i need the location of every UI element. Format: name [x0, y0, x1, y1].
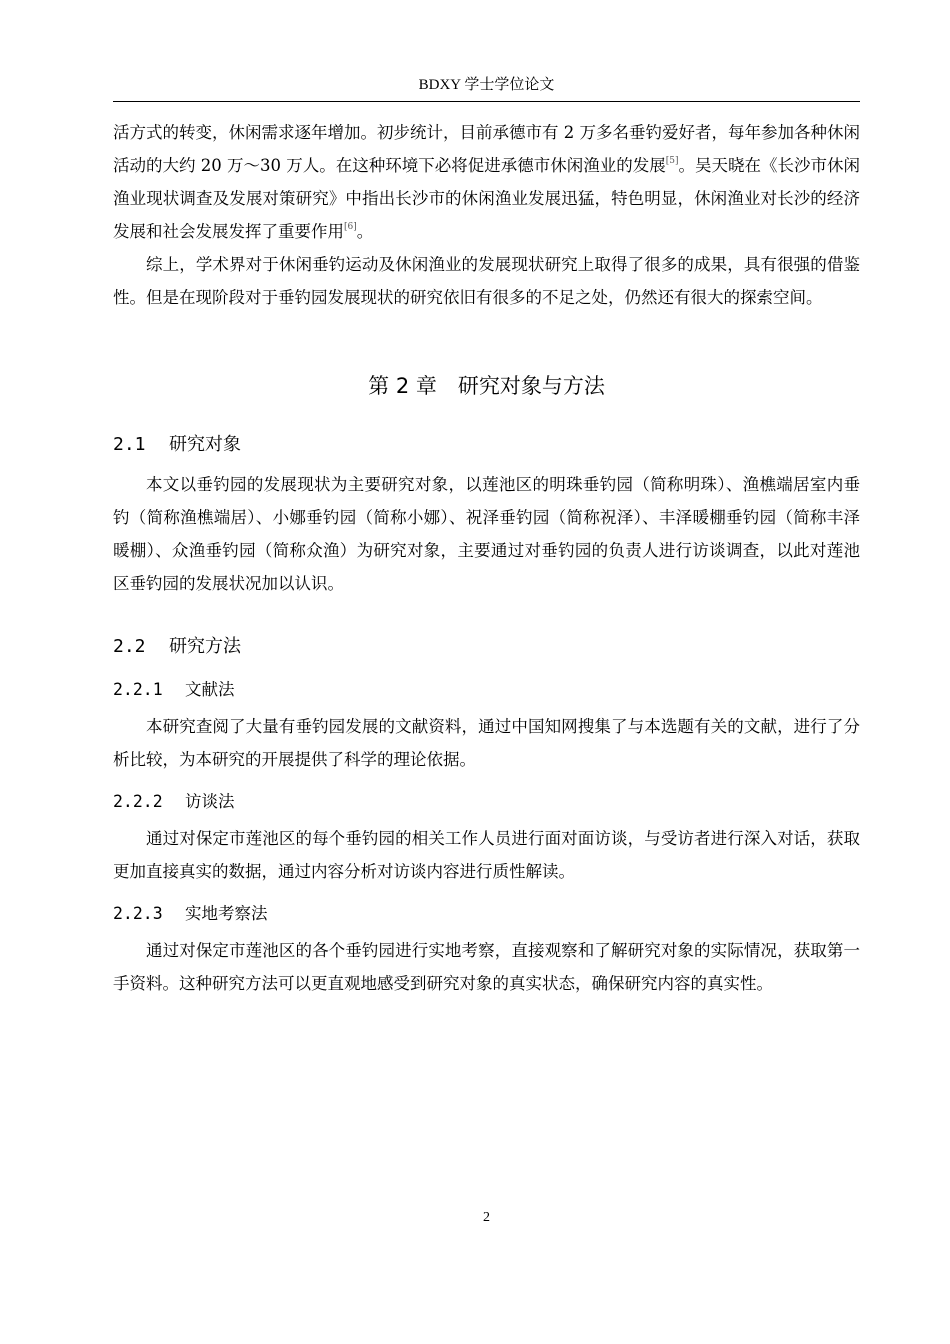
subsection-number: 2.2.3	[113, 904, 163, 923]
subsection-title: 文献法	[185, 680, 235, 699]
subsection-number: 2.2.1	[113, 680, 163, 699]
subsection-2-2-1-heading	[113, 674, 860, 706]
citation-6: [6]	[344, 221, 357, 232]
subsection-2-2-2-heading	[113, 786, 860, 818]
subsection-title: 访谈法	[185, 792, 235, 811]
subsection-2-2-1-paragraph: 本研究查阅了大量有垂钓园发展的文献资料，通过中国知网搜集了与本选题有关的文献，进行了分析比较，为本研究的开展提供了科学的理论依据。	[113, 717, 860, 769]
section-number: 2.2	[113, 636, 146, 657]
page-body	[113, 116, 860, 1000]
subsection-2-2-2-paragraph: 通过对保定市莲池区的每个垂钓园的相关工作人员进行面对面访谈，与受访者进行深入对话，获取更加直接真实的数据，通过内容分析对访谈内容进行质性解读。	[113, 829, 860, 881]
section-2-1-paragraph: 本文以垂钓园的发展现状为主要研究对象，以莲池区的明珠垂钓园（简称明珠）、渔樵端居室内垂钓（简称渔樵端居）、小娜垂钓园（简称小娜）、祝泽垂钓园（简称祝泽）、丰泽暖棚垂钓园（简称丰泽暖棚）、众渔垂钓园（简称众渔）为研究对象，主要通过对垂钓园的负责人进行访谈调查，以此对莲池区垂钓园的发展状况加以认识。	[113, 475, 860, 593]
chapter-number: 第 2 章	[368, 374, 437, 398]
subsection-title: 实地考察法	[185, 904, 268, 923]
chapter-heading	[113, 366, 860, 406]
intro-text-c: 。	[356, 222, 374, 241]
intro-paragraph-1	[113, 116, 860, 248]
section-title: 研究方法	[169, 636, 241, 657]
section-number: 2.1	[113, 434, 146, 455]
header-rule	[113, 101, 860, 102]
section-2-1-heading	[113, 428, 860, 462]
page-number: 2	[483, 1210, 490, 1225]
subsection-2-2-3-heading	[113, 898, 860, 930]
section-2-2-heading	[113, 630, 860, 664]
intro-text-a: 活方式的转变，休闲需求逐年增加。初步统计，目前承德市有 2 万多名垂钓爱好者，每年参加各种休闲活动的大约 20 万～30 万人。在这种环境下必将促进承德市休闲渔业的发展	[113, 123, 860, 175]
citation-5: [5]	[665, 155, 679, 166]
chapter-title: 研究对象与方法	[457, 374, 605, 398]
subsection-number: 2.2.2	[113, 792, 163, 811]
intro-paragraph-2: 综上，学术界对于休闲垂钓运动及休闲渔业的发展现状研究上取得了很多的成果，具有很强的借鉴性。但是在现阶段对于垂钓园发展现状的研究依旧有很多的不足之处，仍然还有很大的探索空间。	[113, 255, 860, 307]
running-header: BDXY 学士学位论文	[418, 77, 555, 93]
intro-text-b: 。吴天晓在《长沙市休闲渔业现状调查及发展对策研究》中指出长沙市的休闲渔业发展迅猛，特色明显，休闲渔业对长沙的经济发展和社会发展发挥了重要作用	[113, 156, 861, 241]
section-title: 研究对象	[169, 434, 241, 455]
subsection-2-2-3-paragraph: 通过对保定市莲池区的各个垂钓园进行实地考察，直接观察和了解研究对象的实际情况，获取第一手资料。这种研究方法可以更直观地感受到研究对象的真实状态，确保研究内容的真实性。	[113, 941, 860, 993]
